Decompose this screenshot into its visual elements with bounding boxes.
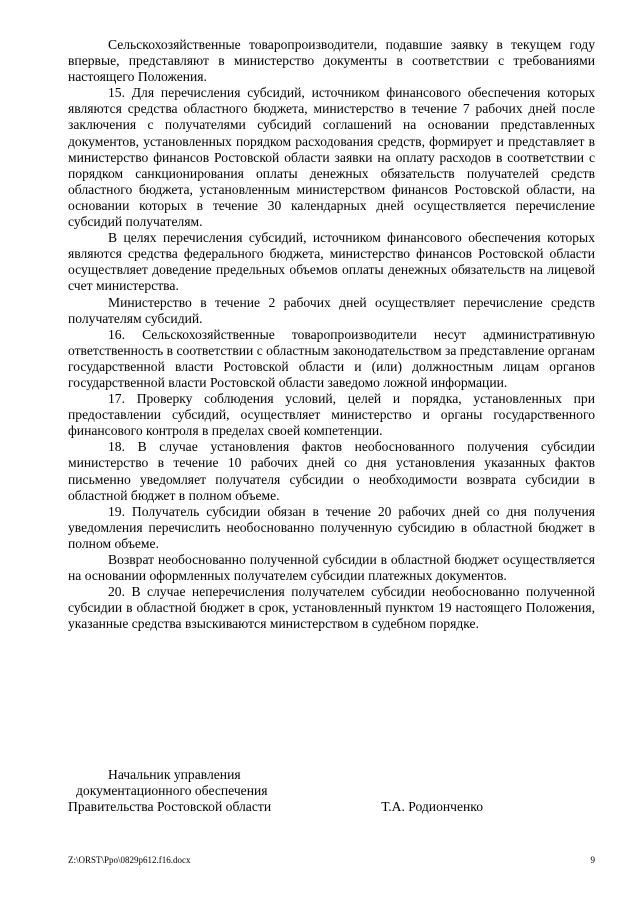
signer-title-line: Начальник управления: [108, 767, 241, 782]
paragraph: 15. Для перечисления субсидий, источником финансового обеспечения которых являются средства областного бюджета, министерство в течение 7 рабочих дней после заключения с получателями субсидий соглашений на основании представленных документов, установленных порядком расходования средств, формирует и представляет в министерство финансов Ростовской области заявки на оплату расходов в соответствии с порядком санкционирования оплаты денежных обязательств получателей средств областного бюджета, установленным министерством финансов Ростовской области, на основании которых в течение 30 календарных дней осуществляется перечисление субсидий получателям.: [68, 85, 595, 230]
signer-title-line: документационного обеспечения: [76, 783, 268, 799]
paragraph: Возврат необоснованно полученной субсидии в областной бюджет осуществляется на основании оформленных получателем субсидии платежных документов.: [68, 552, 595, 584]
paragraph: Министерство в течение 2 рабочих дней осуществляет перечисление средств получателям субсидий.: [68, 294, 595, 326]
signer-name: Т.А. Родионченко: [381, 799, 483, 815]
paragraph: Сельскохозяйственные товаропроизводители, подавшие заявку в текущем году впервые, представляют в министерство документы в соответствии с требованиями настоящего Положения.: [68, 37, 595, 85]
paragraph: 17. Проверку соблюдения условий, целей и порядка, установленных при предоставлении субсидий, осуществляет министерство и органы государственного финансового контроля в пределах своей компетенции.: [68, 391, 595, 439]
document-body: [68, 37, 595, 632]
signer-row: [68, 799, 595, 815]
paragraph: 20. В случае неперечисления получателем субсидии необоснованно полученной субсидии в областной бюджет в срок, установленный пунктом 19 настоящего Положения, указанные средства взыскиваются министерством в судебном порядке.: [68, 584, 595, 632]
page-footer: [68, 855, 595, 865]
paragraph: 19. Получатель субсидии обязан в течение 20 рабочих дней со дня получения уведомления перечислить необоснованно полученную субсидию в областной бюджет в полном объеме.: [68, 503, 595, 551]
paragraph: В целях перечисления субсидий, источником финансового обеспечения которых являются средства федерального бюджета, министерство финансов Ростовской области осуществляет доведение предельных объемов оплаты денежных обязательств на лицевой счет министерства.: [68, 230, 595, 294]
signature-block: [68, 767, 595, 815]
signer-title-line: Правительства Ростовской области: [68, 799, 272, 815]
paragraph: 18. В случае установления фактов необоснованного получения субсидии министерство в течение 10 рабочих дней со дня установления указанных фактов письменно уведомляет получателя субсидии о необходимости возврата субсидии в областной бюджет в полном объеме.: [68, 439, 595, 503]
page-number: 9: [590, 855, 595, 865]
file-path: Z:\ORST\Ppo\0829p612.f16.docx: [68, 855, 191, 865]
paragraph: 16. Сельскохозяйственные товаропроизводители несут административную ответственность в соответствии с областным законодательством за представление органам государственной власти Ростовской области и (или) должностным лицам органов государственной власти Ростовской области заведомо ложной информации.: [68, 326, 595, 390]
